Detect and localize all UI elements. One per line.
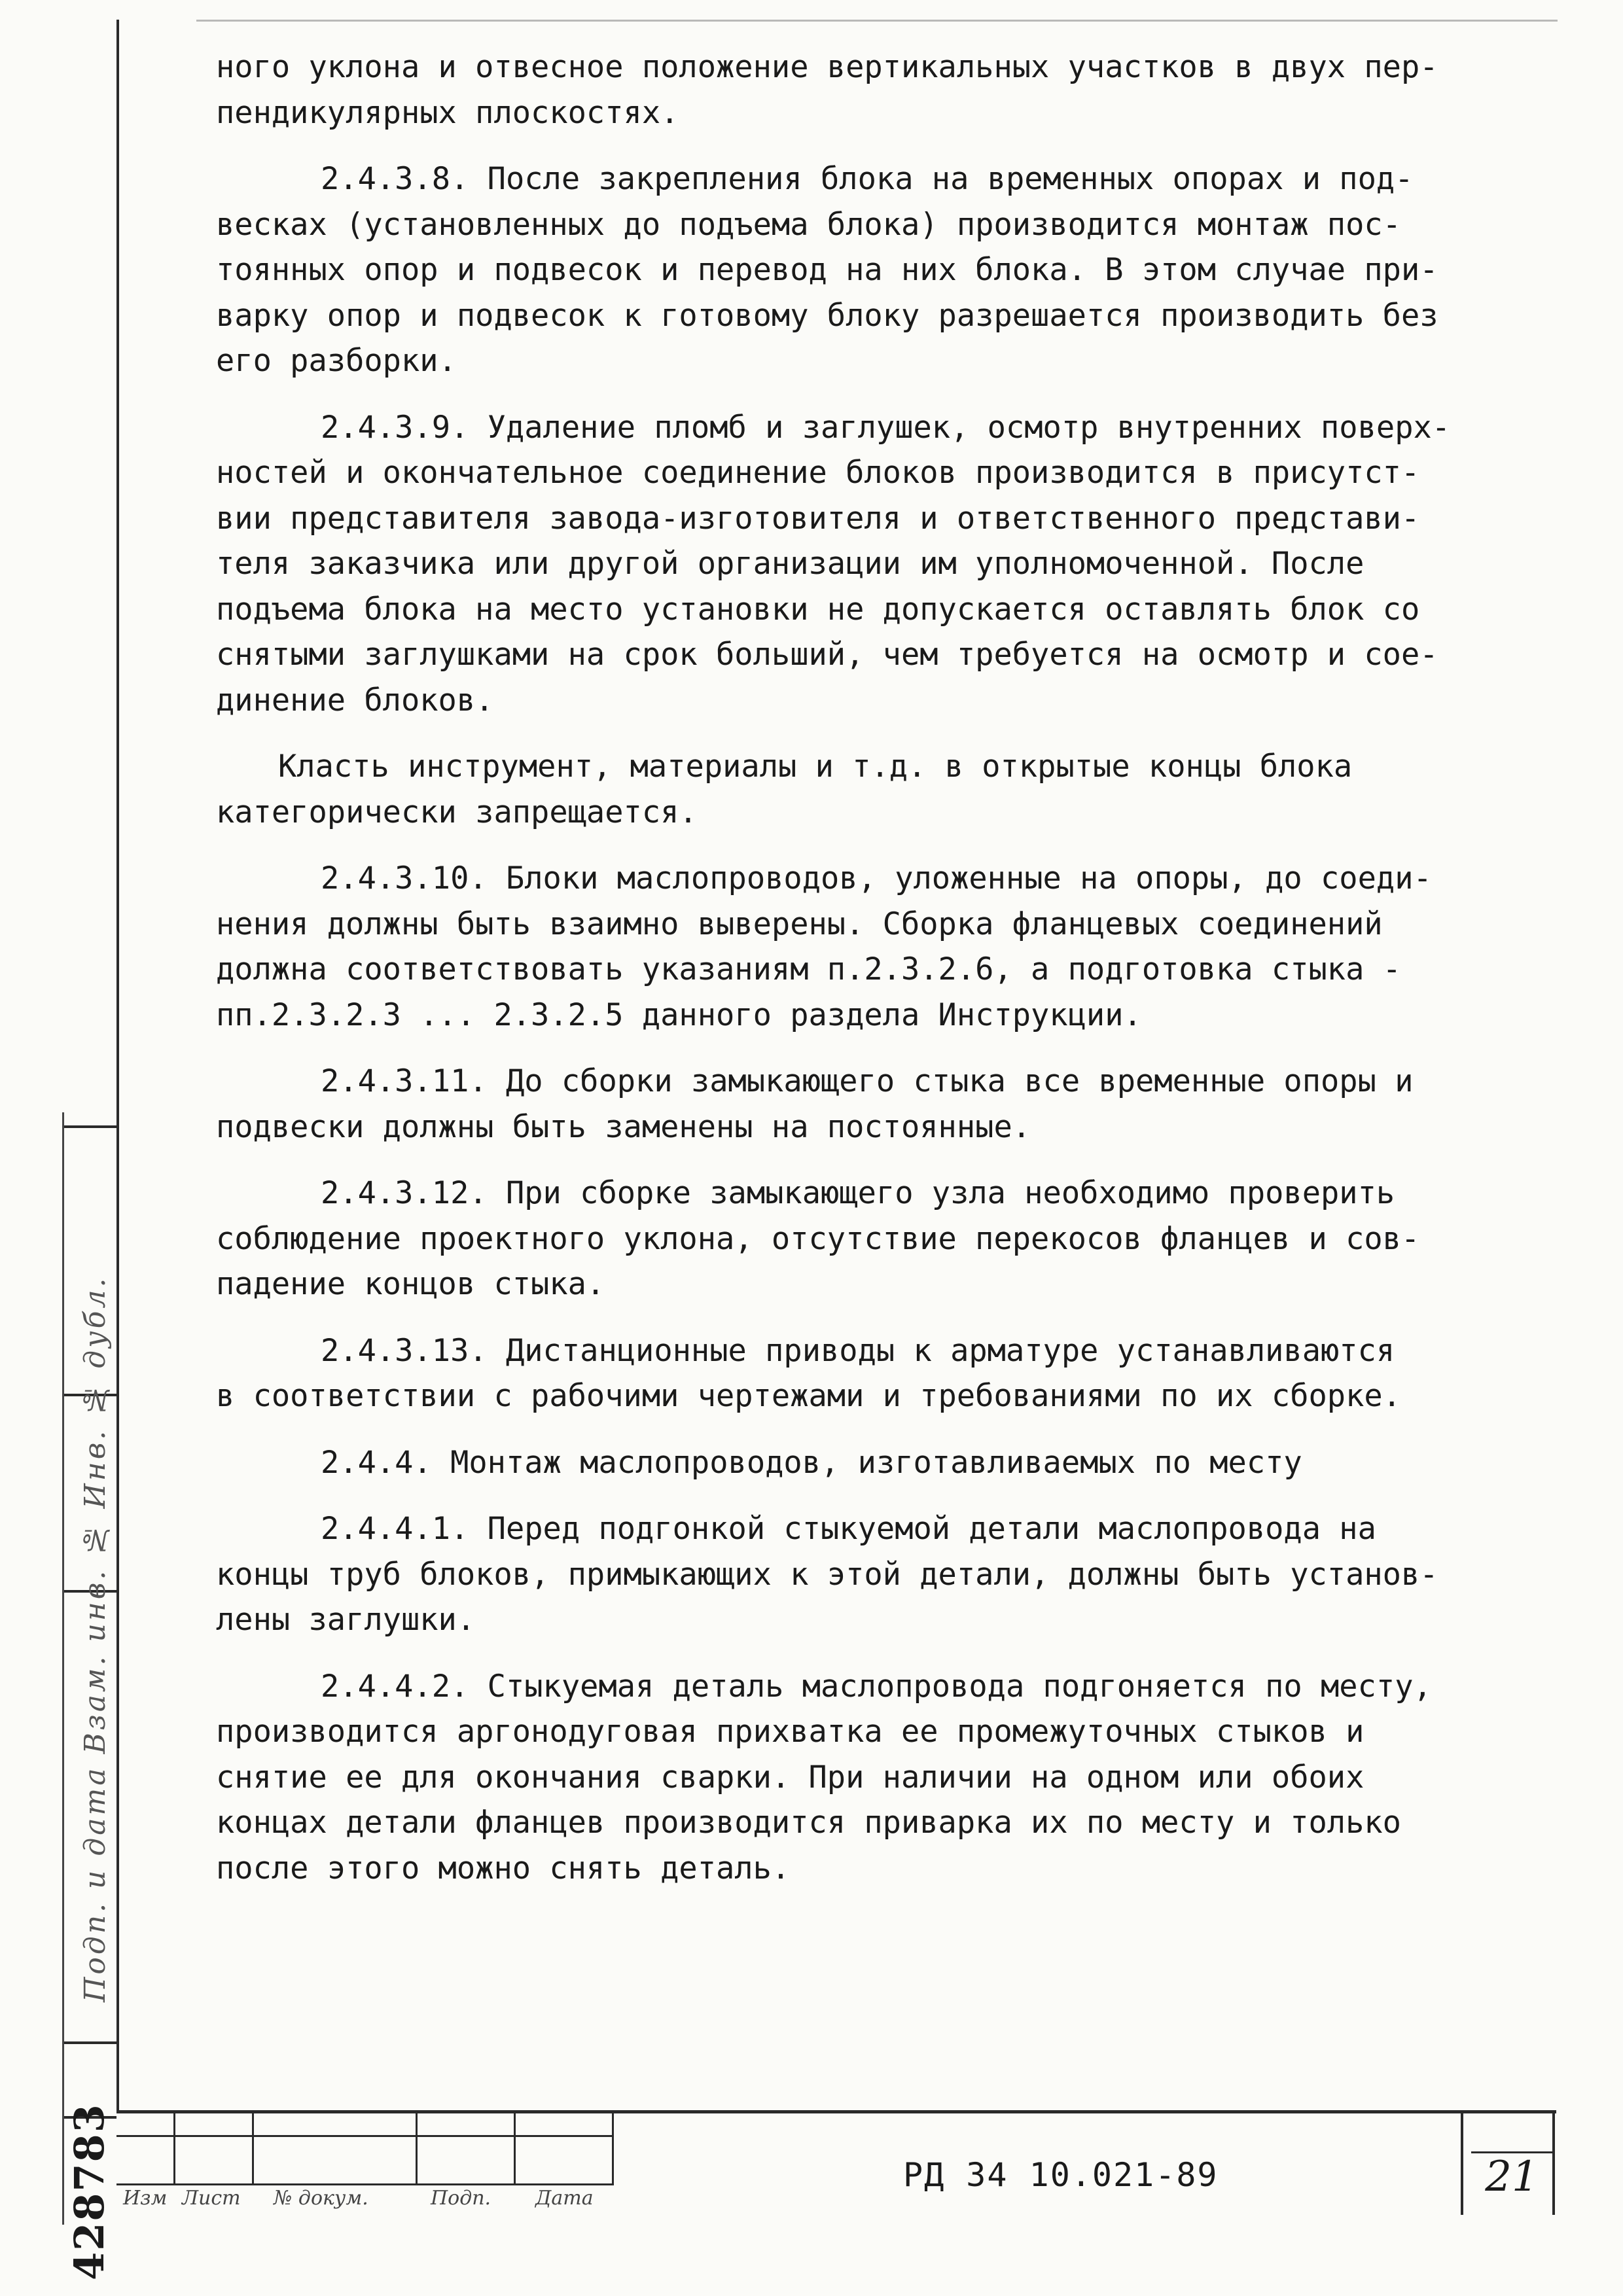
paragraph [216,856,1558,1038]
text-line: 2.4.3.11. До сборки замыкающего стыка все временные опоры и [321,1063,1414,1099]
text-line: снятыми заглушками на срок больший, чем требуется на осмотр и сое- [216,637,1438,673]
frame-top-line [196,20,1558,22]
stamp-cell [116,2112,175,2137]
document-code: РД 34 10.021-89 [903,2156,1219,2194]
document-body [216,44,1558,1912]
text-line: лены заглушки. [216,1602,476,1638]
sheet-box-divider [1461,2113,1463,2215]
text-line: 2.4.4.1. Перед подгонкой стыкуемой детали маслопровода на [321,1511,1376,1547]
paragraph [216,1171,1558,1307]
text-line: падение концов стыка. [216,1266,605,1302]
text-line: нения должны быть взаимно выверены. Сборка фланцевых соединений [216,906,1383,942]
margin-vertical-label: Подп. и дата Взам. инв. № Инв. № дубл. [79,1275,112,2002]
stamp-label-change: Изм [123,2187,168,2210]
sheet-label-cell [1471,2119,1552,2153]
stamp-cell [516,2137,614,2185]
text-line: ностей и окончательное соединение блоков производится в присутст- [216,455,1420,491]
paragraph [216,1506,1558,1643]
text-line: варку опор и подвесок к готовому блоку разрешается производить без [216,297,1438,334]
stamp-cell [254,2112,418,2137]
stamp-cell [175,2137,254,2185]
text-line: 2.4.4.2. Стыкуемая деталь маслопровода подгоняется по месту, [321,1668,1432,1704]
stamp-cell [254,2137,418,2185]
text-line: подъема блока на место установки не допускается оставлять блок со [216,591,1420,627]
paragraph [216,1440,1558,1486]
inventory-number: 428783 [65,2103,113,2280]
paragraph [216,1328,1558,1419]
text-line: соблюдение проектного уклона, отсутствие перекосов фланцев и сов- [216,1220,1420,1257]
sheet-number: 21 [1485,2153,1539,2201]
text-line: динение блоков. [216,682,494,718]
text-line: снятие ее для окончания сварки. При наличии на одном или обоих [216,1759,1364,1795]
paragraph [216,44,1558,135]
text-line: концы труб блоков, примыкающих к этой детали, должны быть установ- [216,1556,1438,1593]
stamp-label-signature: Подп. [431,2187,491,2210]
text-line: в соответствии с рабочими чертежами и требованиями по их сборке. [216,1378,1401,1414]
text-line: Класть инструмент, материалы и т.д. в открытые концы блока [278,749,1353,785]
stamp-label-doc-number: № докум. [274,2187,368,2210]
text-line: пп.2.3.2.3 ... 2.3.2.5 данного раздела Инструкции. [216,997,1142,1033]
text-line: должна соответствовать указаниям п.2.3.2.6, а подготовка стыка - [216,951,1401,987]
text-line: тоянных опор и подвесок и перевод на них блока. В этом случае при- [216,252,1438,288]
text-line: весках (установленных до подъема блока) производится монтаж пос- [216,206,1401,243]
text-line: производится аргонодуговая прихватка ее промежуточных стыков и [216,1714,1364,1750]
text-line: 2.4.3.12. При сборке замыкающего узла необходимо проверить [321,1175,1395,1211]
text-line: подвески должны быть заменены на постоянные. [216,1108,1031,1145]
paragraph [216,156,1558,384]
text-line: пендикулярных плоскостях. [216,94,679,131]
text-line: вии представителя завода-изготовителя и ответственного представи- [216,500,1420,537]
text-line: 2.4.3.9. Удаление пломб и заглушек, осмотр внутренних поверх- [321,409,1451,446]
text-line: 2.4.3.10. Блоки маслопроводов, уложенные на опоры, до соеди- [321,860,1432,896]
paragraph [216,744,1558,835]
paragraph [216,405,1558,724]
text-line: 2.4.4. Монтаж маслопроводов, изготавливаемых по месту [321,1444,1302,1481]
text-line: ного уклона и отвесное положение вертикальных участков в двух пер- [216,49,1438,85]
text-line: 2.4.3.8. После закрепления блока на временных опорах и под- [321,161,1414,197]
paragraph [216,1059,1558,1150]
text-line: категорически запрещается. [216,794,698,830]
paragraph [216,1664,1558,1892]
stamp-cell [418,2112,516,2137]
text-line: после этого можно снять деталь. [216,1850,791,1886]
stamp-cell [116,2137,175,2185]
stamp-label-date: Дата [535,2187,594,2210]
stamp-cell [516,2112,614,2137]
text-line: теля заказчика или другой организации им уполномоченной. После [216,546,1364,582]
title-block-labels [116,2185,614,2214]
stamp-label-sheet: Лист [182,2187,241,2210]
stamp-cell [418,2137,516,2185]
text-line: его разборки. [216,343,457,379]
text-line: 2.4.3.13. Дистанционные приводы к арматуре устанавливаются [321,1332,1395,1369]
text-line: концах детали фланцев производится приварка их по месту и только [216,1805,1401,1841]
title-block [116,2112,1555,2214]
frame-left-line [116,20,119,2113]
stamp-cell [175,2112,254,2137]
